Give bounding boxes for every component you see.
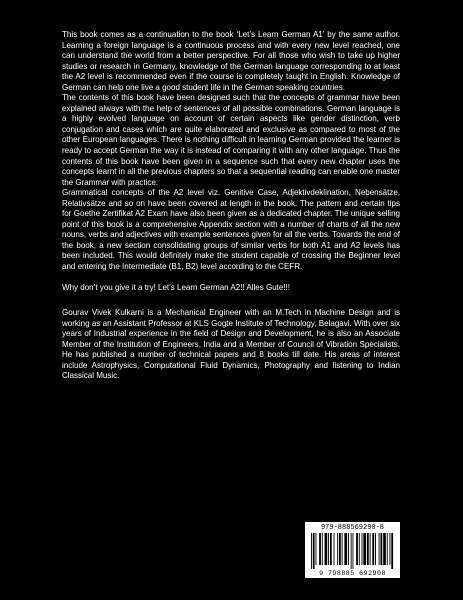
barcode-bar [359, 533, 360, 565]
isbn-number: 979-888569290-8 [320, 524, 384, 532]
barcode-bar [328, 533, 329, 565]
barcode-bar [319, 533, 321, 565]
author-bio: Gourav Vivek Kulkarni is a Mechanical Engineer with an M.Tech in Machine Design and is working as an Assistant Professor at KLS Gogte Institute of Technology, Belagavi. With over six years of Industrial experience in the field of Design and Development, he is also an Associate Member of the Institution of Engineers, India and a Member of Council of Vibration Specialists. He has published a number of technical papers and 8 books till date. His areas of interest include Astrophysics, Computational Fluid Dynamics, Photography and listening to Indian Classical Music. [62, 308, 400, 381]
description-paragraph-intro: This book comes as a continuation to the book ‘Let’s Learn German A1’ by the same author. Learning a foreign language is a continuous process and with every new level reached, one can understand the world from a better perspective. For all those who wish to take up higher studies or research in Germany, knowledge of the German language corresponding to at least the A2 level is recommended even if the course is completely taught in English. Knowledge of German can help one live a good student life in the German speaking countries. [62, 30, 400, 92]
barcode-bar [342, 533, 343, 565]
barcode-bar [367, 533, 369, 565]
barcode-bar [311, 533, 312, 569]
barcode-icon [311, 533, 394, 569]
barcode-digits: 9 798885 692908 [319, 570, 386, 577]
barcode-bar [391, 533, 393, 569]
barcode-bar [339, 533, 341, 565]
barcode-bar [379, 533, 380, 565]
barcode-bar [351, 533, 352, 569]
paragraph-spacer [62, 293, 400, 308]
barcode-bar [316, 533, 317, 565]
barcode-bar [344, 533, 347, 565]
tagline: Why don’t you give it a try! Let’s Learn German A2!! Alles Gute!!! [62, 282, 290, 292]
barcode-bar [325, 533, 328, 565]
isbn-barcode [305, 522, 400, 578]
barcode-bar [353, 533, 354, 569]
barcode-bar [389, 533, 390, 565]
description-paragraph-contents: The contents of this book have been designed such that the concepts of grammar have been explained always with the help of sentences of all possible combinations. German language is a highly evolved language on account of certain aspects like gender distinction, verb conjugation and cases which are quite elaborated and exclusive as compared to most of the other European languages. There is nothing difficult in learning German provided the learner is ready to accept German the way it is instead of comparing it with any other language. Thus the contents of this book have been given in a sequence such that every new chapter uses the concepts learnt in all the previous chapters so that a sequential reading can enable one master the Grammar with practice. [62, 93, 400, 187]
barcode-bar [348, 533, 349, 565]
description-text [62, 30, 400, 382]
barcode-bar [313, 533, 315, 569]
barcode-bar [356, 533, 358, 565]
paragraph-spacer [62, 273, 400, 283]
barcode-bar [370, 533, 371, 565]
barcode-bar [380, 533, 382, 565]
barcode-bar [375, 533, 376, 565]
barcode-bar [330, 533, 332, 565]
barcode-bar [387, 533, 388, 565]
barcode-bar [362, 533, 363, 565]
barcode-bar [337, 533, 338, 565]
barcode-bar [383, 533, 386, 565]
barcode-bar [372, 533, 374, 565]
description-paragraph-grammar: Grammatical concepts of the A2 level viz. Genitive Case, Adjektivdeklination, Nebensätze, Relativsätze and so on have been covered at length in the book. The pattern and certain tips for Goethe Zertifikat A2 Exam have also been given as a dedicated chapter. The unique selling point of this book is a comprehensive Appendix section with a number of charts of all the new nouns, verbs and adjectives with example sentences given for all the verbs. Towards the end of the book, a new section consolidating groups of similar verbs for both A1 and A2 levels has been included. This would definitely make the student capable of crossing the Beginner level and entering the Intermediate (B1, B2) level according to the CEFR. [62, 188, 400, 272]
barcode-bar [322, 533, 323, 565]
barcode-bar [363, 533, 366, 565]
barcode-bar [334, 533, 335, 565]
